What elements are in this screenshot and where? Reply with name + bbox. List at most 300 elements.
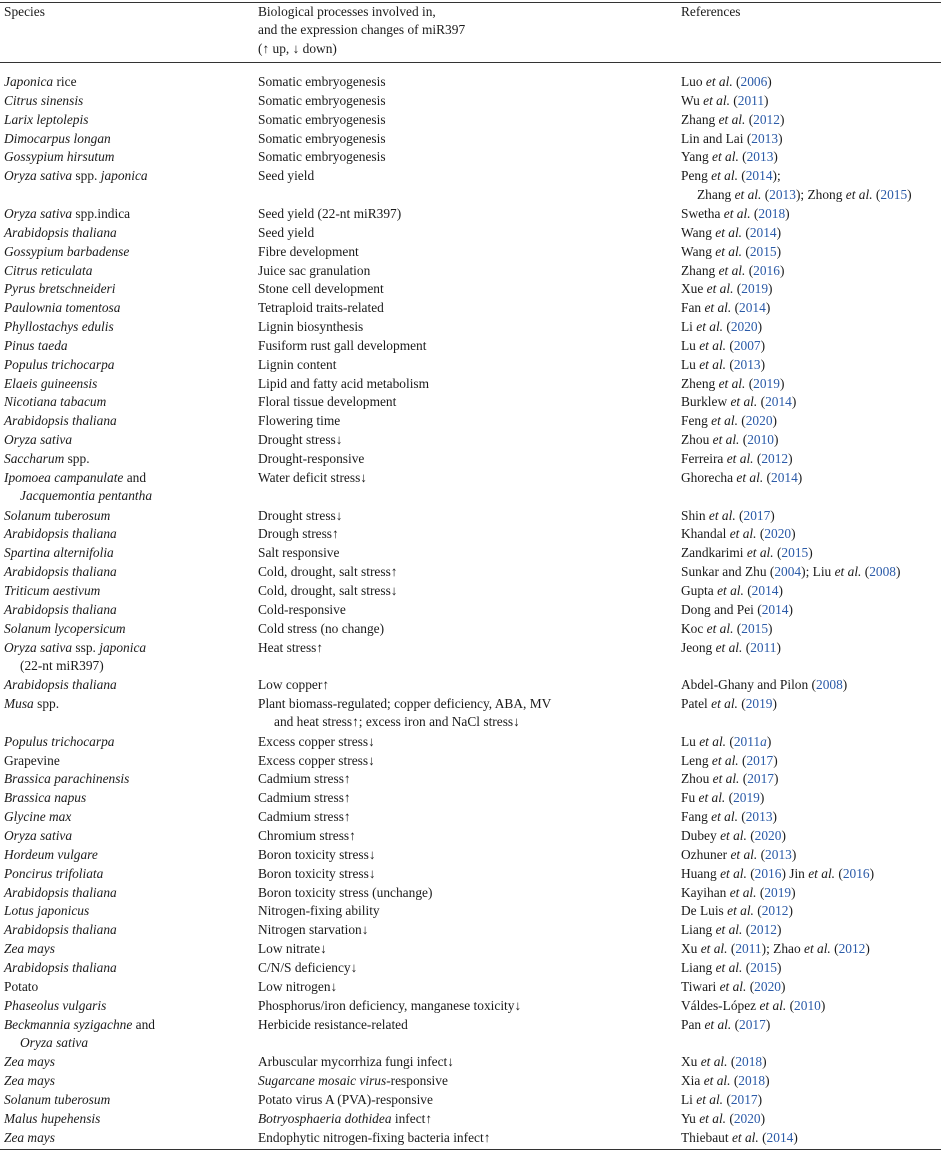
italic-text: et al. — [845, 186, 873, 202]
reference-line — [681, 205, 941, 223]
plain-text: ) — [788, 451, 793, 466]
plain-text: ) — [865, 941, 870, 957]
reference-line — [681, 865, 941, 883]
plain-text: Lignin content — [258, 356, 337, 372]
plain-text: (22-nt miR397) — [20, 657, 104, 673]
reference-year-link[interactable]: 2020 — [733, 1110, 761, 1126]
plain-text: ( — [733, 620, 742, 636]
reference-year-link[interactable]: 2013 — [769, 186, 796, 202]
plain-text: Phosphorus/iron deficiency, manganese toxicity↓ — [258, 997, 522, 1013]
reference-line — [681, 92, 941, 110]
plain-text: ) — [788, 601, 793, 617]
species-cell — [4, 752, 254, 770]
plain-text: ( — [727, 1054, 736, 1070]
italic-text: et al. — [698, 790, 726, 806]
plain-text: Boron toxicity stress (unchange) — [258, 884, 433, 900]
plain-text: Floral tissue development — [258, 394, 397, 410]
italic-text: japonica — [99, 639, 147, 655]
species-cell — [4, 959, 254, 977]
reference-year-link[interactable]: 2015 — [781, 545, 809, 561]
reference-year-link[interactable]: 2015 — [750, 959, 777, 975]
reference-line — [681, 695, 941, 713]
plain-text: Herbicide resistance-related — [258, 1016, 408, 1032]
plain-text: ) — [760, 356, 766, 372]
italic-text: Populus trichocarpa — [4, 733, 115, 749]
plain-text: ( — [773, 545, 782, 561]
reference-line — [681, 356, 941, 374]
reference-year-link[interactable]: 2020 — [745, 413, 773, 429]
plain-text: ) — [779, 111, 785, 127]
italic-text: et al. — [726, 451, 754, 466]
species-line — [4, 827, 254, 845]
species-cell — [4, 243, 254, 261]
plain-text: Cadmium stress↑ — [258, 809, 351, 825]
reference-cell — [681, 356, 941, 374]
plain-text: Yang — [681, 149, 713, 165]
reference-line — [681, 262, 941, 280]
reference-year-link[interactable]: 2020 — [754, 828, 782, 843]
plain-text: ( — [723, 319, 731, 335]
reference-year-link[interactable]: 2015 — [880, 186, 908, 202]
reference-cell — [681, 1129, 941, 1147]
italic-text: et al. — [730, 846, 758, 862]
species-line — [4, 356, 254, 374]
plain-text: Tetraploid traits-related — [258, 300, 384, 316]
italic-text: Spartina alternifolia — [4, 545, 114, 561]
species-line — [4, 902, 254, 920]
plain-text: ( — [725, 790, 734, 806]
process-cell — [258, 111, 678, 129]
reference-cell — [681, 73, 941, 91]
plain-text: Seed yield (22-nt miR397) — [258, 205, 402, 221]
species-line — [4, 676, 254, 694]
reference-year-link[interactable]: 2020 — [754, 978, 781, 994]
plain-text: Ozhuner — [681, 846, 731, 862]
reference-line — [681, 1072, 941, 1090]
reference-year-suffix-link[interactable]: a — [760, 733, 767, 749]
plain-text: ) — [757, 319, 763, 335]
reference-year-link[interactable]: 2013 — [746, 149, 774, 165]
reference-line — [681, 375, 941, 393]
plain-text: ( — [743, 582, 752, 598]
italic-text: et al. — [719, 978, 747, 994]
italic-text: Phyllostachys edulis — [4, 319, 114, 335]
process-cell — [258, 1129, 678, 1147]
species-line — [4, 657, 254, 675]
reference-cell — [681, 884, 941, 902]
plain-text: and — [132, 1016, 155, 1032]
italic-text: et al. — [699, 733, 727, 749]
species-cell — [4, 770, 254, 788]
species-cell — [4, 224, 254, 242]
process-line — [258, 902, 678, 920]
reference-year-link[interactable]: 2017 — [746, 752, 774, 768]
process-cell — [258, 620, 678, 638]
italic-text: et al. — [700, 941, 728, 957]
reference-line — [681, 243, 941, 261]
italic-text: et al. — [720, 865, 747, 881]
plain-text: ( — [742, 639, 751, 655]
reference-line — [681, 130, 941, 148]
italic-text: Oryza sativa — [4, 168, 73, 184]
process-cell — [258, 469, 678, 487]
species-line — [4, 487, 254, 505]
reference-line — [681, 167, 941, 185]
process-line — [258, 695, 678, 713]
process-cell — [258, 130, 678, 148]
reference-cell — [681, 393, 941, 411]
species-line — [4, 808, 254, 826]
plain-text: ( — [733, 281, 742, 297]
plain-text: Gupta — [681, 582, 718, 598]
reference-year-link[interactable]: 2013 — [745, 809, 773, 825]
plain-text: Zhou — [681, 771, 713, 787]
plain-text: ( — [738, 149, 747, 165]
reference-year-link[interactable]: 2014 — [745, 168, 773, 184]
plain-text: Patel — [681, 696, 712, 712]
process-cell — [258, 884, 678, 902]
reference-cell — [681, 375, 941, 393]
reference-line — [681, 1091, 941, 1109]
species-cell — [4, 1016, 254, 1053]
plain-text: Fusiform rust gall development — [258, 337, 427, 353]
plain-text: ) — [780, 978, 786, 994]
process-cell — [258, 1072, 678, 1090]
species-cell — [4, 846, 254, 864]
plain-text: Cold-responsive — [258, 601, 346, 617]
reference-year-link[interactable]: 2016 — [842, 865, 870, 881]
species-line — [4, 148, 254, 166]
italic-text: Solanum lycopersicum — [4, 620, 126, 636]
process-cell — [258, 544, 678, 562]
reference-year-link[interactable]: 2011 — [737, 92, 765, 108]
species-cell — [4, 1072, 254, 1090]
process-cell — [258, 770, 678, 788]
italic-text: et al. — [708, 507, 736, 523]
reference-cell — [681, 1091, 941, 1109]
italic-text: Arabidopsis thaliana — [4, 564, 117, 580]
species-cell — [4, 865, 254, 883]
italic-text: Oryza sativa — [20, 1034, 89, 1050]
plain-text: ( — [729, 92, 738, 108]
species-line — [4, 205, 254, 223]
plain-text: spp. — [33, 696, 60, 712]
reference-year-link[interactable]: 2019 — [753, 375, 780, 391]
reference-line — [681, 884, 941, 902]
plain-text: ) — [774, 432, 779, 448]
italic-text: Hordeum vulgare — [4, 846, 98, 862]
process-cell — [258, 827, 678, 845]
reference-year-link[interactable]: 2018 — [738, 1073, 766, 1089]
reference-year-link[interactable]: 2014 — [751, 582, 779, 598]
reference-year-link[interactable]: 2013 — [765, 846, 792, 862]
reference-year-link[interactable]: 2014 — [761, 601, 789, 617]
process-line — [258, 582, 678, 600]
reference-line — [681, 73, 941, 91]
reference-year-link[interactable]: 2012 — [750, 922, 777, 938]
plain-text: ) — [791, 846, 797, 862]
reference-year-link[interactable]: 2019 — [733, 790, 760, 806]
reference-year-link[interactable]: 2019 — [741, 281, 769, 297]
plain-text: Potato virus A (PVA)-responsive — [258, 1091, 433, 1107]
process-cell — [258, 789, 678, 807]
plain-text: Kayihan — [681, 884, 730, 900]
italic-text: Dimocarpus longan — [4, 130, 111, 146]
process-cell — [258, 997, 678, 1015]
italic-text: et al. — [715, 959, 743, 975]
italic-text: Arabidopsis thaliana — [4, 224, 117, 240]
reference-year-link[interactable]: 2013 — [751, 130, 779, 146]
reference-line — [681, 1129, 941, 1147]
species-line — [4, 940, 254, 958]
process-line — [258, 337, 678, 355]
process-cell — [258, 525, 678, 543]
italic-text: et al. — [715, 922, 743, 938]
reference-cell — [681, 412, 941, 430]
reference-year-link[interactable]: 2017 — [747, 771, 774, 787]
plain-text: ); — [772, 168, 781, 184]
italic-text: Gossypium hirsutum — [4, 149, 115, 165]
italic-text: Saccharum — [4, 451, 65, 466]
reference-year-link[interactable]: 2014 — [739, 300, 766, 316]
process-cell — [258, 865, 678, 883]
process-line — [258, 280, 678, 298]
italic-text: Arabidopsis thaliana — [4, 959, 117, 975]
plain-text: Excess copper stress↓ — [258, 752, 375, 768]
reference-line — [681, 940, 941, 958]
plain-text: ) — [776, 922, 782, 938]
reference-cell — [681, 695, 941, 713]
plain-text: ( — [757, 394, 766, 410]
reference-year-link[interactable]: 2017 — [743, 507, 771, 523]
plain-text: Low copper↑ — [258, 677, 330, 693]
species-cell — [4, 130, 254, 148]
reference-year-link[interactable]: 2010 — [794, 997, 821, 1013]
process-cell — [258, 676, 678, 694]
reference-year-link[interactable]: 2011 — [733, 733, 761, 749]
species-cell — [4, 1129, 254, 1147]
plain-text: ) — [765, 1073, 770, 1089]
italic-text: Populus trichocarpa — [4, 356, 115, 372]
reference-year-link[interactable]: 2015 — [741, 620, 769, 636]
reference-year-link[interactable]: 2006 — [740, 74, 768, 89]
reference-cell — [681, 299, 941, 317]
italic-text: Arabidopsis thaliana — [4, 526, 117, 542]
plain-text: ( — [835, 865, 843, 881]
reference-cell — [681, 639, 941, 657]
species-cell — [4, 431, 254, 449]
reference-line — [681, 148, 941, 166]
species-line — [4, 563, 254, 581]
header-species: Species — [4, 4, 45, 19]
italic-text: Arabidopsis thaliana — [4, 884, 117, 900]
italic-text: Arabidopsis thaliana — [4, 413, 117, 429]
plain-text: ) — [764, 92, 769, 108]
species-cell — [4, 469, 254, 506]
process-line — [258, 73, 678, 91]
italic-text: et al. — [699, 337, 727, 353]
reference-year-link[interactable]: 2017 — [730, 1091, 758, 1107]
plain-text: ) — [776, 959, 782, 975]
reference-year-link[interactable]: 2017 — [739, 1016, 766, 1032]
reference-cell — [681, 1016, 941, 1034]
reference-year-link[interactable]: 2014 — [765, 394, 792, 410]
italic-text: et al. — [804, 941, 831, 957]
reference-line — [681, 186, 941, 204]
reference-line — [681, 959, 941, 977]
plain-text: ( — [737, 168, 746, 184]
reference-year-link[interactable]: 2014 — [749, 224, 777, 240]
reference-year-link[interactable]: 2014 — [771, 469, 798, 485]
reference-year-link[interactable]: 2012 — [761, 451, 789, 466]
reference-cell — [681, 544, 941, 562]
italic-text: et al. — [759, 997, 787, 1013]
plain-text: Yu — [681, 1110, 700, 1126]
process-line — [258, 525, 678, 543]
reference-year-link[interactable]: 2020 — [730, 319, 758, 335]
reference-line — [681, 1110, 941, 1128]
plain-text: Drough stress↑ — [258, 526, 339, 542]
process-line — [258, 563, 678, 581]
plain-text: ) — [772, 696, 777, 712]
reference-year-link[interactable]: 2010 — [747, 432, 774, 448]
reference-line — [681, 639, 941, 657]
plain-text: Abdel-Ghany and Pilon ( — [681, 677, 816, 693]
process-line — [258, 770, 678, 788]
plain-text: ); Zhong — [795, 186, 846, 202]
reference-year-link[interactable]: 2019 — [764, 884, 792, 900]
species-cell — [4, 582, 254, 600]
reference-year-link[interactable]: 2020 — [764, 526, 792, 542]
plain-text: De Luis — [681, 903, 728, 919]
plain-text: Zhang — [681, 262, 719, 278]
plain-text: Sunkar and Zhu ( — [681, 564, 775, 580]
plain-text: Lu — [681, 733, 700, 749]
header-process-line-1: Biological processes involved in, — [258, 4, 436, 19]
process-cell — [258, 167, 678, 185]
plain-text: -responsive — [386, 1073, 448, 1089]
reference-year-link[interactable]: 2015 — [749, 243, 777, 259]
plain-text: ) — [765, 1016, 771, 1032]
species-cell — [4, 601, 254, 619]
species-line — [4, 544, 254, 562]
species-line — [4, 525, 254, 543]
reference-year-link[interactable]: 2018 — [735, 1054, 763, 1070]
reference-year-link[interactable]: 2018 — [758, 205, 786, 221]
plain-text: Tiwari — [681, 978, 720, 994]
reference-line — [681, 525, 941, 543]
italic-text: Japonica — [4, 74, 54, 89]
reference-cell — [681, 111, 941, 129]
plain-text: ( — [750, 205, 759, 221]
reference-cell — [681, 469, 941, 487]
plain-text: ( — [731, 1016, 740, 1032]
plain-text: Liang — [681, 922, 716, 938]
reference-year-link[interactable]: 2013 — [733, 356, 761, 372]
plain-text: Somatic embryogenesis — [258, 74, 386, 89]
process-line — [258, 205, 678, 223]
reference-year-link[interactable]: 2012 — [838, 941, 866, 957]
reference-year-link[interactable]: 2008 — [869, 564, 896, 580]
process-cell — [258, 299, 678, 317]
process-cell — [258, 752, 678, 770]
process-cell — [258, 262, 678, 280]
italic-text: et al. — [715, 639, 743, 655]
plain-text: Jeong — [681, 639, 716, 655]
plain-text: Heat stress↑ — [258, 639, 324, 655]
reference-year-link[interactable]: 2011 — [735, 941, 762, 957]
process-cell — [258, 921, 678, 939]
species-line — [4, 337, 254, 355]
italic-text: Brassica napus — [4, 790, 87, 806]
reference-line — [681, 846, 941, 864]
reference-line — [681, 733, 941, 751]
species-cell — [4, 620, 254, 638]
reference-line — [681, 1016, 941, 1034]
process-cell — [258, 846, 678, 864]
plain-text: Wang — [681, 243, 716, 259]
italic-text: et al. — [729, 526, 757, 542]
reference-year-link[interactable]: 2008 — [816, 677, 843, 693]
plain-text: Wu — [681, 92, 704, 108]
reference-line — [681, 997, 941, 1015]
plain-text: Fibre development — [258, 243, 359, 259]
plain-text: infect↑ — [391, 1110, 433, 1126]
plain-text: Stone cell development — [258, 281, 384, 297]
reference-year-link[interactable]: 2019 — [745, 696, 773, 712]
reference-year-link[interactable]: 2011 — [750, 639, 777, 655]
species-cell — [4, 1053, 254, 1071]
plain-text: Nitrogen starvation↓ — [258, 922, 369, 938]
reference-year-link[interactable]: 2014 — [766, 1129, 794, 1145]
process-line — [258, 148, 678, 166]
header-rule — [0, 62, 941, 63]
reference-year-link[interactable]: 2016 — [754, 865, 782, 881]
plain-text: Lu — [681, 337, 700, 353]
plain-text: ( — [739, 771, 748, 787]
italic-text: Zea mays — [4, 1054, 55, 1070]
reference-year-link[interactable]: 2012 — [761, 903, 789, 919]
process-cell — [258, 1091, 678, 1109]
reference-line — [681, 299, 941, 317]
reference-year-link[interactable]: 2016 — [753, 262, 780, 278]
species-cell — [4, 525, 254, 543]
process-line — [258, 130, 678, 148]
reference-year-link[interactable]: 2007 — [733, 337, 761, 353]
reference-line — [681, 808, 941, 826]
reference-year-link[interactable]: 2004 — [774, 564, 802, 580]
italic-text: et al. — [729, 884, 757, 900]
species-cell — [4, 73, 254, 91]
reference-cell — [681, 525, 941, 543]
process-cell — [258, 318, 678, 336]
italic-text: et al. — [717, 582, 744, 598]
species-cell — [4, 827, 254, 845]
reference-line — [681, 921, 941, 939]
plain-text: ) — [788, 903, 793, 919]
process-cell — [258, 695, 678, 732]
italic-text: Malus hupehensis — [4, 1110, 101, 1126]
process-cell — [258, 337, 678, 355]
process-cell — [258, 639, 678, 657]
reference-year-link[interactable]: 2012 — [753, 111, 780, 127]
italic-text: et al. — [711, 696, 738, 712]
italic-text: et al. — [699, 1110, 727, 1126]
species-cell — [4, 167, 254, 185]
species-line — [4, 507, 254, 525]
reference-cell — [681, 1072, 941, 1090]
process-line — [258, 733, 678, 751]
